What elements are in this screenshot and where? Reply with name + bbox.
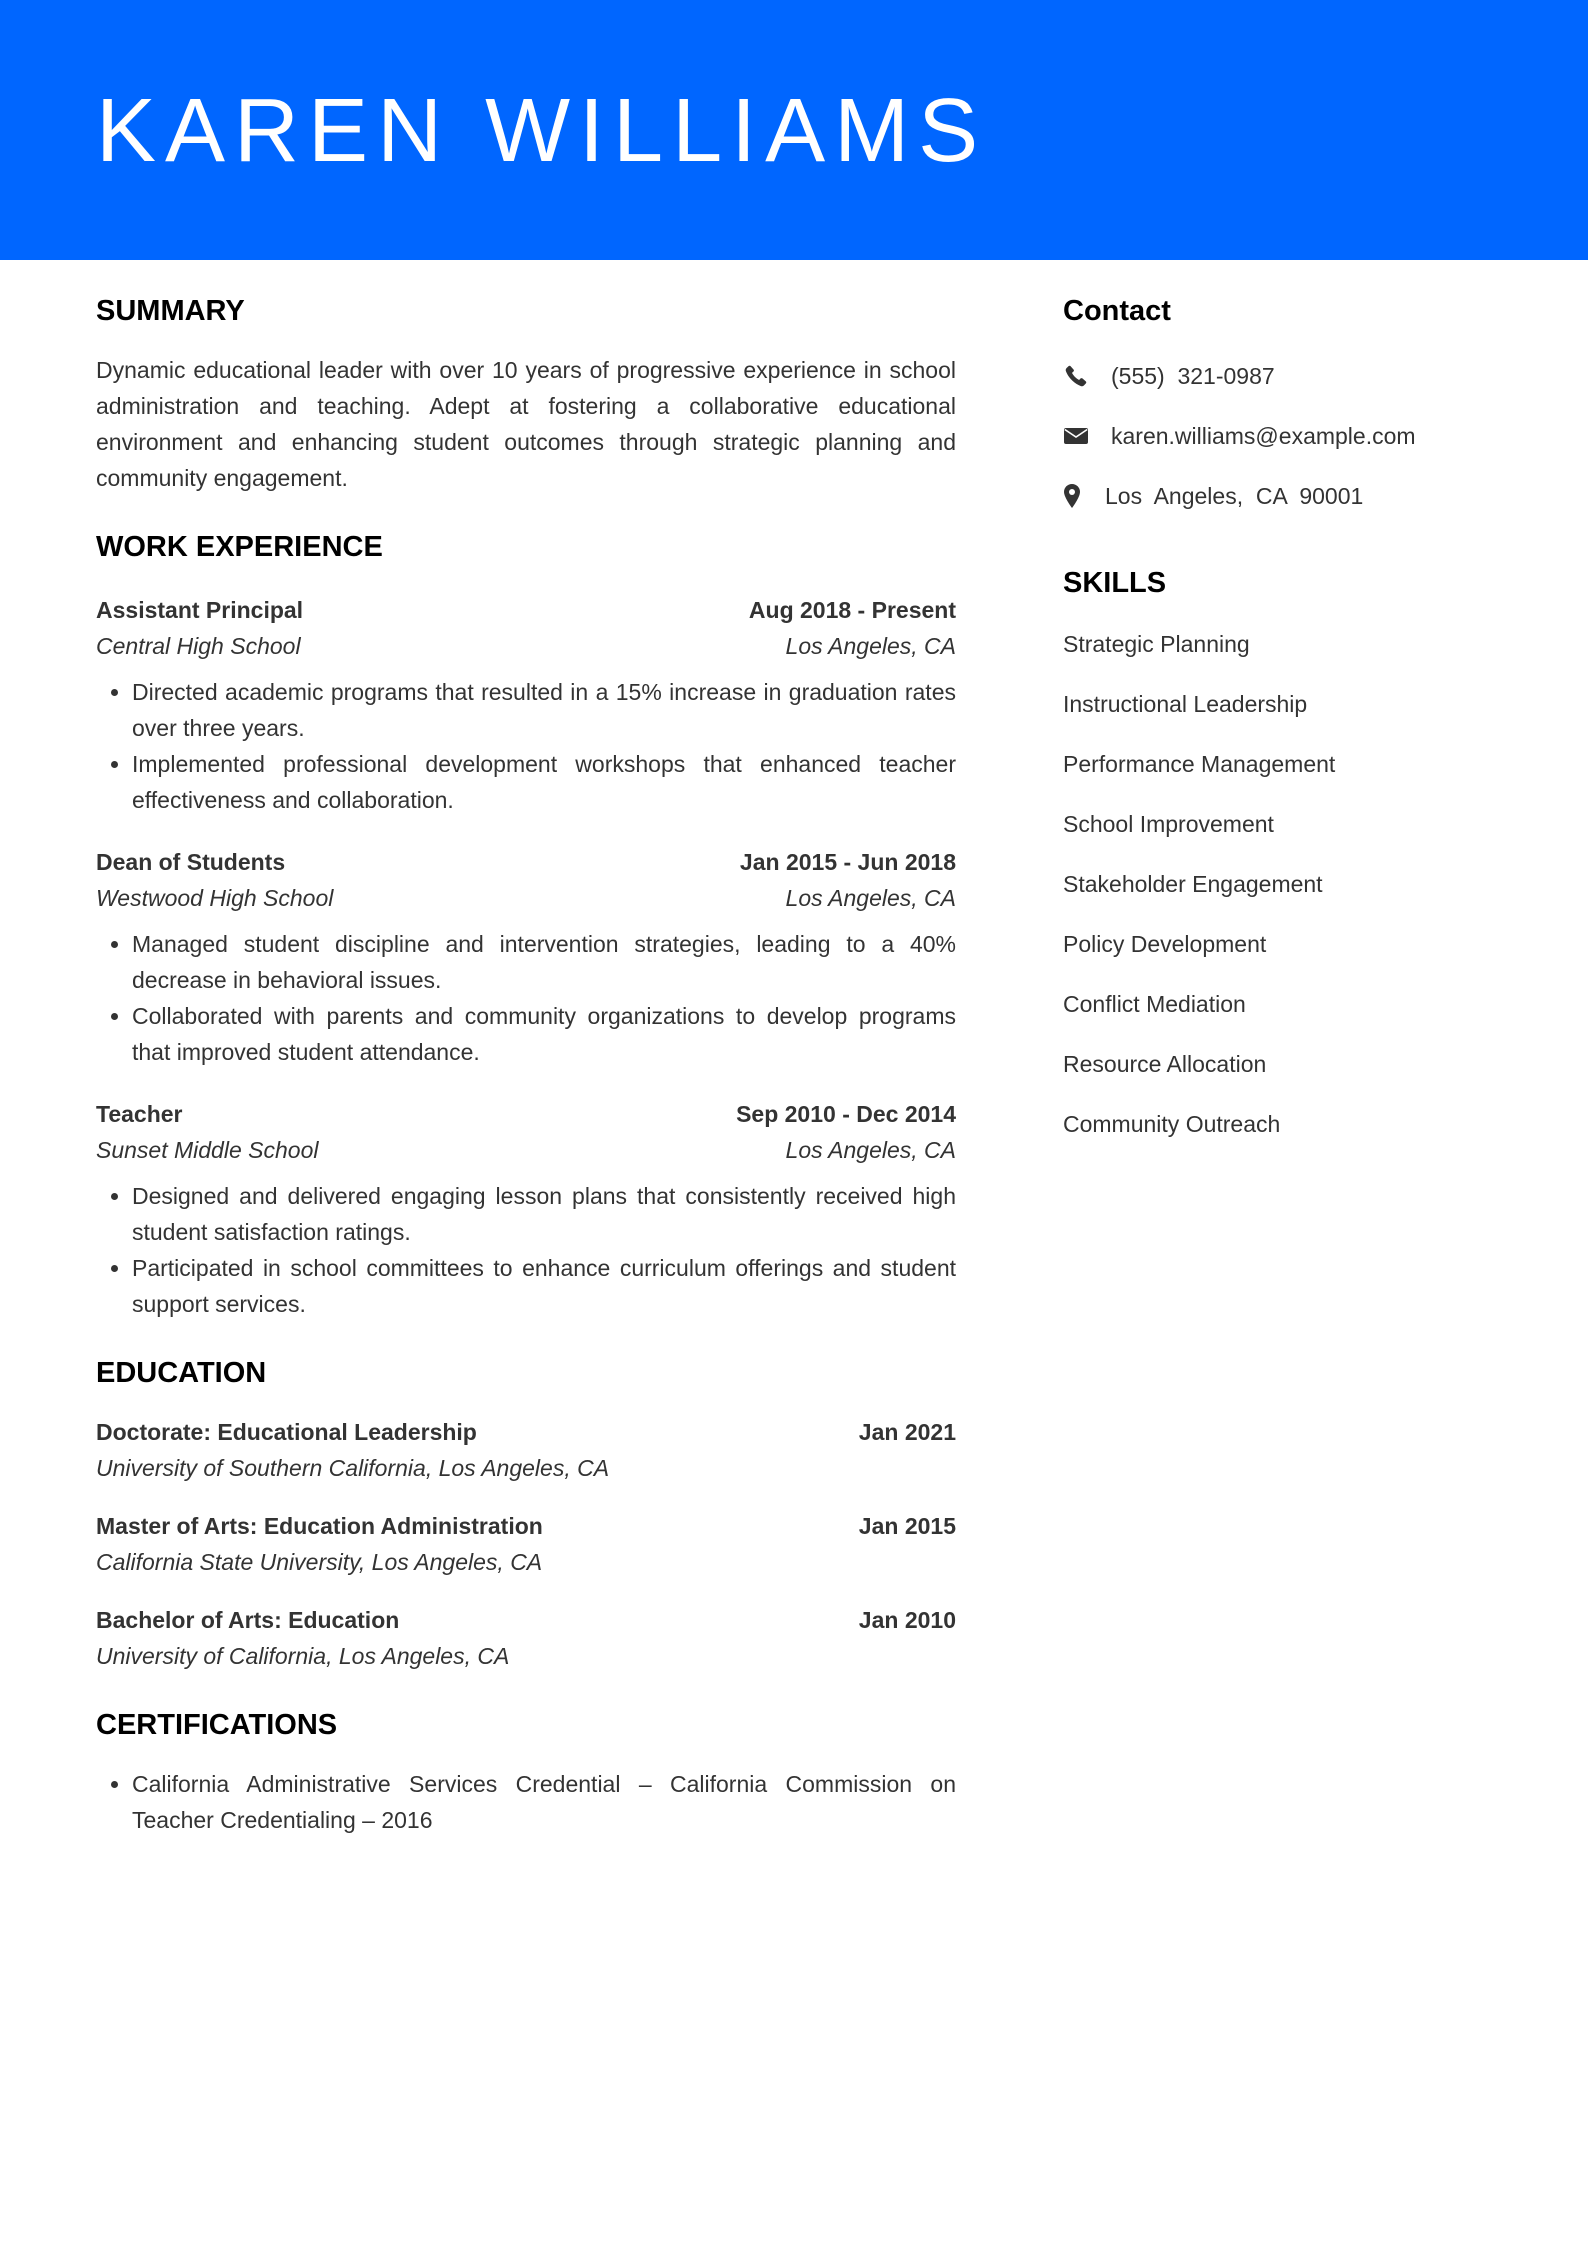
- degree: Master of Arts: Education Administration: [96, 1513, 543, 1539]
- certification-item: • California Administrative Services Credential – California Commission on Teacher Credentialing – 2016: [132, 1766, 956, 1838]
- job-dates: Jan 2015 - Jun 2018: [739, 849, 956, 875]
- certifications-title: CERTIFICATIONS: [96, 1709, 338, 1741]
- job-role: Dean of Students: [96, 849, 286, 875]
- contact-email: [1063, 418, 1503, 454]
- job-location: Los Angeles, CA: [785, 1137, 956, 1163]
- contact-title: Contact: [1063, 295, 1171, 327]
- job-organization: Westwood High School: [96, 885, 334, 911]
- school: University of California, Los Angeles, CA: [96, 1643, 510, 1669]
- phone-icon: [1063, 363, 1089, 389]
- job-dates: Sep 2010 - Dec 2014: [736, 1101, 956, 1127]
- skill-item: Stakeholder Engagement: [1063, 871, 1323, 897]
- skills-list: [1063, 626, 1503, 1142]
- education-entry: [96, 1602, 956, 1674]
- degree-date: Jan 2021: [858, 1419, 956, 1445]
- job-organization: Sunset Middle School: [96, 1137, 319, 1163]
- work-experience-title: WORK EXPERIENCE: [96, 531, 383, 563]
- job-entry: [96, 844, 956, 1070]
- job-entry: [96, 1096, 956, 1322]
- job-organization: Central High School: [96, 633, 301, 659]
- degree: Doctorate: Educational Leadership: [96, 1419, 477, 1445]
- job-bullet: • Participated in school committees to enhance curriculum offerings and student support services.: [132, 1250, 956, 1322]
- skill-item: Strategic Planning: [1063, 631, 1250, 657]
- education-entry: [96, 1508, 956, 1580]
- skill-item: Resource Allocation: [1063, 1051, 1267, 1077]
- skill-item: Conflict Mediation: [1063, 991, 1246, 1017]
- sidebar-column: [1063, 290, 1503, 1166]
- job-dates: Aug 2018 - Present: [748, 597, 956, 623]
- job-bullet: • Designed and delivered engaging lesson plans that consistently received high student satisfaction ratings.: [132, 1178, 956, 1250]
- contact-email-text[interactable]: karen.williams@example.com: [1111, 423, 1416, 449]
- education-entry: [96, 1414, 956, 1486]
- job-role: Teacher: [96, 1101, 183, 1127]
- skill-item: School Improvement: [1063, 811, 1274, 837]
- job-role: Assistant Principal: [96, 597, 304, 623]
- job-entry: [96, 592, 956, 818]
- header-banner: [0, 0, 1588, 260]
- skill-item: Instructional Leadership: [1063, 691, 1308, 717]
- job-bullet: • Managed student discipline and intervention strategies, leading to a 40% decrease in behavioral issues.: [132, 926, 956, 998]
- certifications-list: [96, 1766, 956, 1838]
- education-section: [96, 1352, 956, 1674]
- summary-text: Dynamic educational leader with over 10 years of progressive experience in school administration and teaching. Adept at fostering a collaborative educational environment and enhancing student outcomes through strategic planning and community engagement.: [96, 357, 956, 491]
- job-location: Los Angeles, CA: [785, 633, 956, 659]
- envelope-icon: [1063, 423, 1089, 449]
- job-bullet: • Implemented professional development workshops that enhanced teacher effectiveness and collaboration.: [132, 746, 956, 818]
- job-bullet: • Directed academic programs that resulted in a 15% increase in graduation rates over three years.: [132, 674, 956, 746]
- candidate-name: KAREN WILLIAMS: [96, 81, 988, 181]
- contact-list: [1063, 358, 1503, 514]
- degree: Bachelor of Arts: Education: [96, 1607, 400, 1633]
- job-bullets: [96, 1178, 956, 1322]
- contact-phone: [1063, 358, 1503, 394]
- job-bullet: • Collaborated with parents and community organizations to develop programs that improved student attendance.: [132, 998, 956, 1070]
- map-marker-icon: [1063, 483, 1081, 509]
- job-location: Los Angeles, CA: [785, 885, 956, 911]
- contact-phone-text[interactable]: (555) 321-0987: [1111, 363, 1275, 389]
- contact-location-text: Los Angeles, CA 90001: [1105, 483, 1364, 509]
- school: University of Southern California, Los Angeles, CA: [96, 1455, 610, 1481]
- job-bullets: [96, 926, 956, 1070]
- work-experience-section: [96, 526, 956, 1322]
- school: California State University, Los Angeles, CA: [96, 1549, 543, 1575]
- job-bullets: [96, 674, 956, 818]
- skill-item: Community Outreach: [1063, 1111, 1281, 1137]
- summary-title: SUMMARY: [96, 295, 245, 327]
- skill-item: Policy Development: [1063, 931, 1267, 957]
- certifications-section: [96, 1704, 956, 1838]
- contact-location: [1063, 478, 1503, 514]
- main-column: [96, 290, 956, 1838]
- degree-date: Jan 2015: [858, 1513, 956, 1539]
- summary-section: [96, 290, 956, 496]
- skills-title: SKILLS: [1063, 567, 1167, 599]
- degree-date: Jan 2010: [858, 1607, 956, 1633]
- education-title: EDUCATION: [96, 1357, 267, 1389]
- skill-item: Performance Management: [1063, 751, 1336, 777]
